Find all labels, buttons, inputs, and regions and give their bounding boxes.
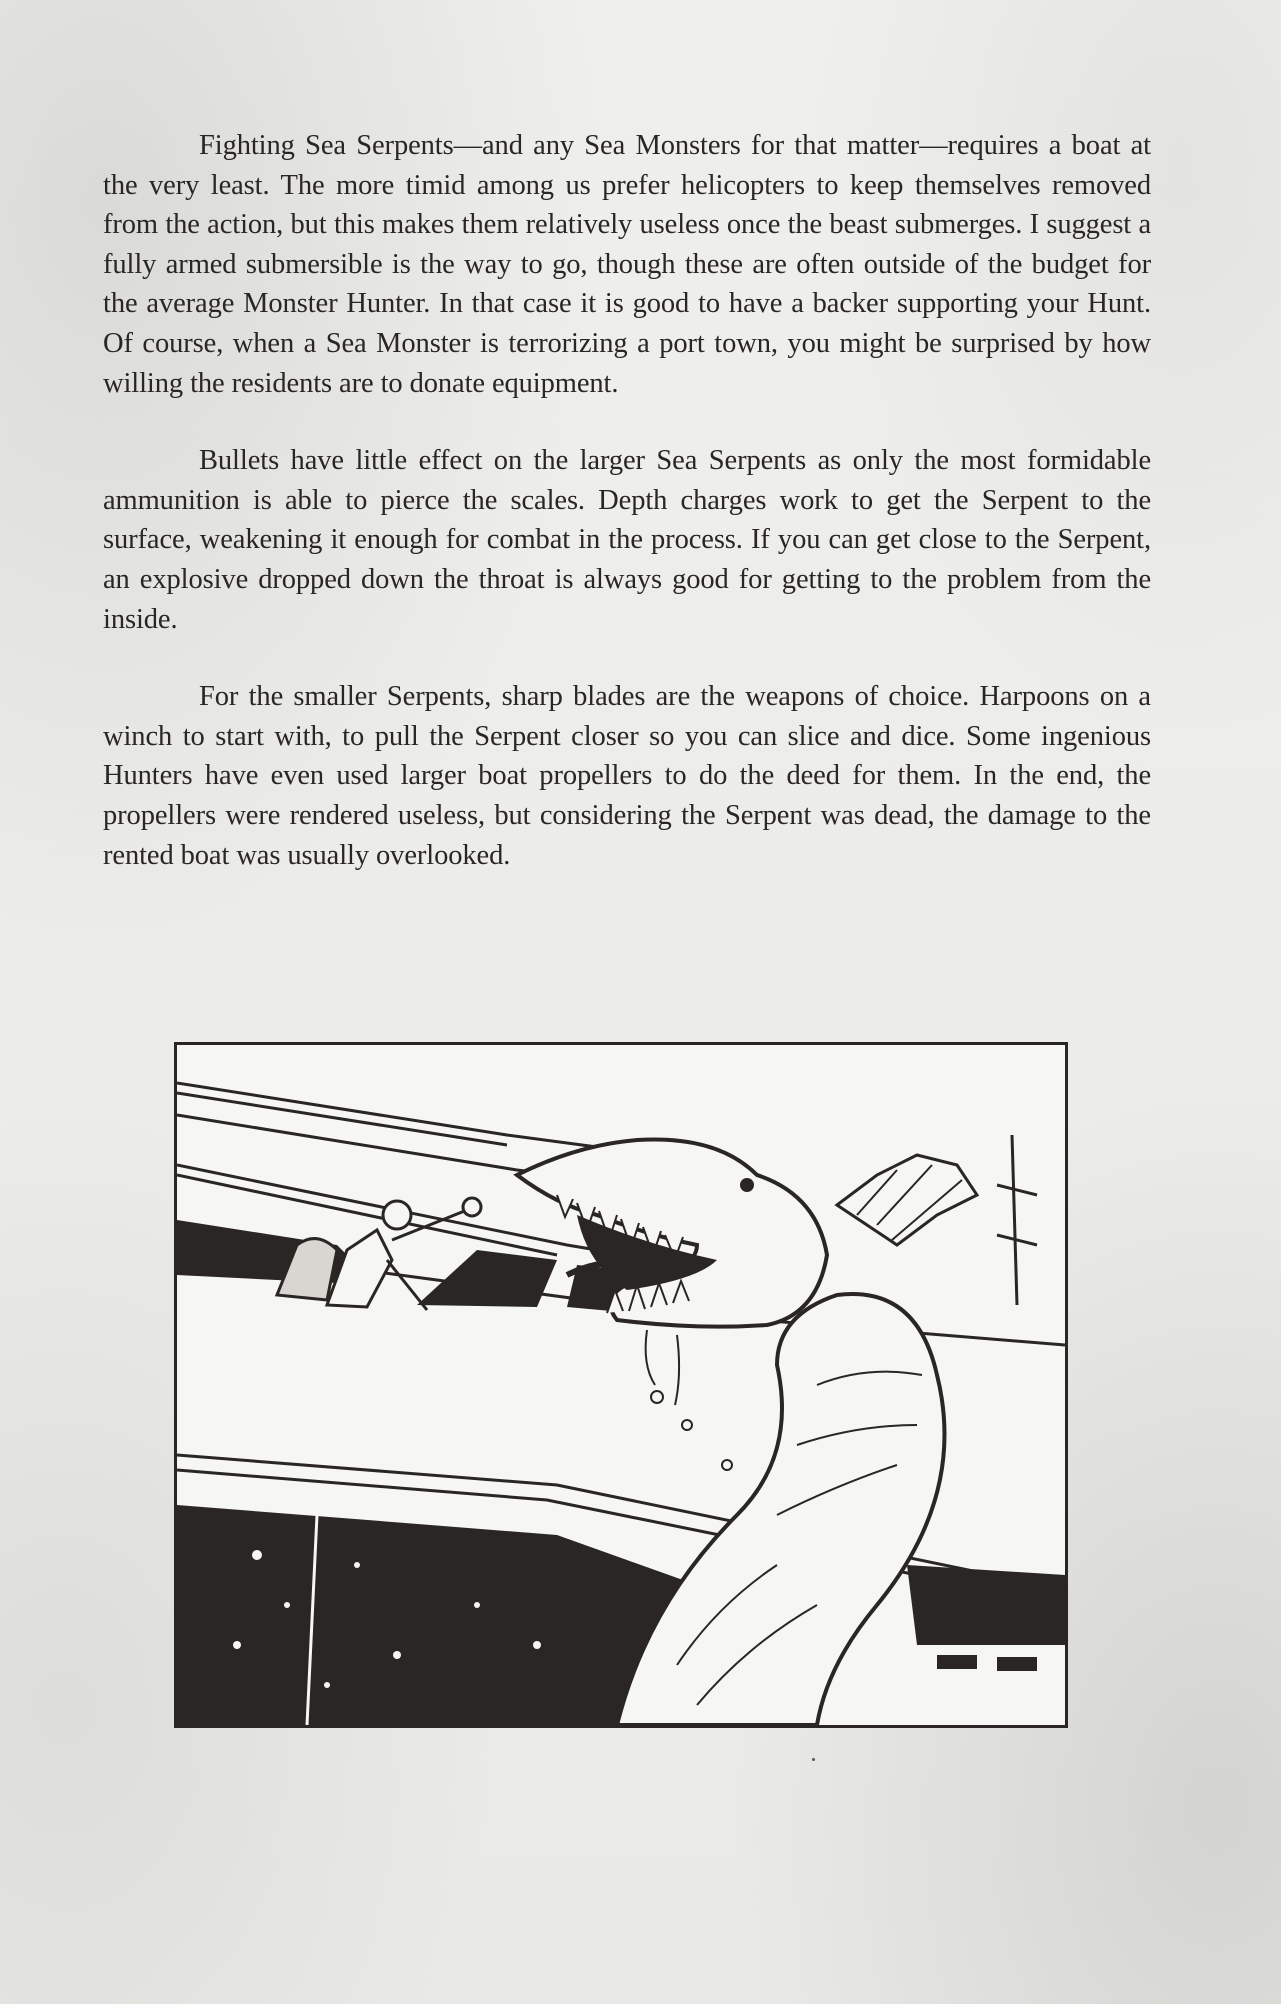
paragraph-3: For the smaller Serpents, sharp blades are the weapons of choice. Harpoons on a winch to start with, to pull the Serpent closer so you can slice and dice. Some ingenious Hunters have even used larger boat propellers to do the deed for them. In the end, the propellers were rendered useless, but considering the Serpent was dead, the damage to the rented boat was usually overlooked. [103,681,1151,871]
page-speck [812,1758,815,1761]
paragraph-2: Bullets have little effect on the larger Sea Serpents as only the most formidable ammunition is able to pierce the scales. Depth charges work to get the Serpent to the surface, weakening it enough for combat in the process. If you can get close to the Serpent, an explosive dropped down the throat is always good for getting to the problem from the inside. [103,445,1151,635]
sea-serpent-illustration [174,1042,1068,1728]
paragraph-1: Fighting Sea Serpents—and any Sea Monsters for that matter—requires a boat at the very least. The more timid among us prefer helicopters to keep themselves removed from the action, but this makes them relatively useless once the beast submerges. I suggest a fully armed submersible is the way to go, though these are often outside of the budget for the average Monster Hunter. In that case it is good to have a backer supporting your Hunt. Of course, when a Sea Monster is terrorizing a port town, you might be surprised by how willing the residents are to donate equipment. [103,130,1151,399]
illustration-svg [177,1045,1065,1725]
body-text [103,126,1151,913]
